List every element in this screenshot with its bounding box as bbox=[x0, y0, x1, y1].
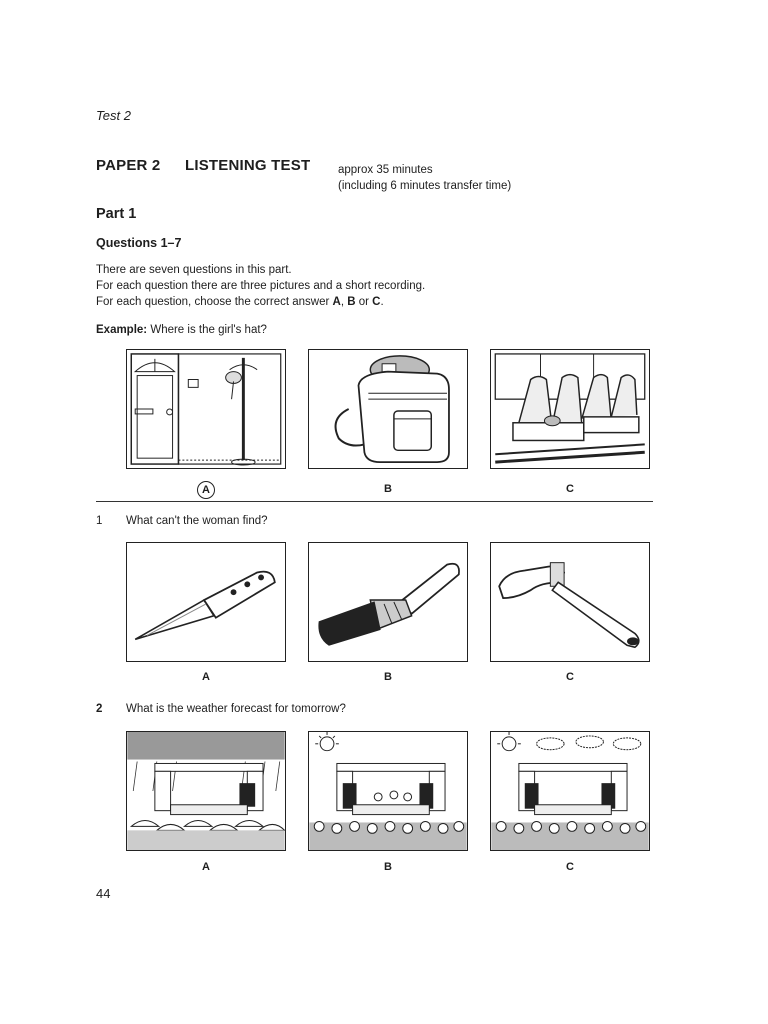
question-1-number: 1 bbox=[96, 515, 103, 527]
question-2-option-c[interactable]: C bbox=[566, 861, 574, 873]
knife-picture[interactable] bbox=[126, 542, 286, 662]
paper-name: LISTENING TEST bbox=[185, 157, 311, 174]
questions-heading: Questions 1–7 bbox=[96, 236, 182, 250]
example-question bbox=[96, 324, 267, 336]
question-1-option-c[interactable]: C bbox=[566, 671, 574, 683]
question-2-text: What is the weather forecast for tomorrow? bbox=[126, 703, 346, 715]
bus-seats-picture[interactable] bbox=[490, 349, 650, 469]
instruction-option-c: C bbox=[372, 296, 381, 308]
example-divider bbox=[96, 501, 653, 502]
instruction-or: or bbox=[355, 296, 373, 308]
question-1-text: What can't the woman find? bbox=[126, 515, 268, 527]
example-label: Example: bbox=[96, 324, 148, 336]
instruction-line-3 bbox=[96, 294, 425, 310]
example-option-c[interactable]: C bbox=[566, 483, 574, 495]
duration-line-2: (including 6 minutes transfer time) bbox=[338, 180, 512, 192]
door-and-coat-stand-picture[interactable] bbox=[126, 349, 286, 469]
backpack-illustration bbox=[309, 350, 467, 468]
rainy-concert-picture[interactable] bbox=[126, 731, 286, 851]
sunny-concert-picture[interactable] bbox=[308, 731, 468, 851]
duration-line-1: approx 35 minutes bbox=[338, 164, 433, 176]
instructions bbox=[96, 262, 425, 310]
example-question-text: Where is the girl's hat? bbox=[147, 324, 267, 336]
question-2-option-a[interactable]: A bbox=[202, 861, 210, 873]
backpack-picture[interactable] bbox=[308, 349, 468, 469]
door-and-coat-stand-illustration bbox=[127, 350, 285, 468]
paper-title: PAPER 2 bbox=[96, 157, 161, 174]
paintbrush-picture[interactable] bbox=[308, 542, 468, 662]
sunny-cloudy-concert-picture[interactable] bbox=[490, 731, 650, 851]
example-option-a[interactable] bbox=[126, 481, 286, 499]
question-1-option-a[interactable]: A bbox=[202, 671, 210, 683]
sunny-cloudy-concert-illustration bbox=[491, 732, 649, 850]
hammer-picture[interactable] bbox=[490, 542, 650, 662]
knife-illustration bbox=[127, 543, 285, 661]
instruction-line-3-prefix: For each question, choose the correct answer bbox=[96, 296, 333, 308]
example-option-a-circled-label: A bbox=[197, 481, 215, 499]
instruction-line-2: For each question there are three pictures and a short recording. bbox=[96, 280, 426, 292]
test-label: Test 2 bbox=[96, 108, 131, 123]
instruction-option-a: A bbox=[332, 296, 341, 308]
instruction-comma: , bbox=[340, 296, 348, 308]
hammer-illustration bbox=[491, 543, 649, 661]
question-2-number: 2 bbox=[96, 703, 103, 715]
example-option-b[interactable]: B bbox=[384, 483, 392, 495]
question-2-option-b[interactable]: B bbox=[384, 861, 392, 873]
sunny-concert-illustration bbox=[309, 732, 467, 850]
rainy-concert-illustration bbox=[127, 732, 285, 850]
instruction-period: . bbox=[380, 296, 384, 308]
paintbrush-illustration bbox=[309, 543, 467, 661]
instruction-option-b: B bbox=[347, 296, 356, 308]
question-1-option-b[interactable]: B bbox=[384, 671, 392, 683]
paper-duration bbox=[338, 162, 511, 194]
instruction-line-1: There are seven questions in this part. bbox=[96, 264, 292, 276]
bus-seats-illustration bbox=[491, 350, 649, 468]
part-heading: Part 1 bbox=[96, 206, 137, 222]
page-number: 44 bbox=[96, 886, 111, 901]
